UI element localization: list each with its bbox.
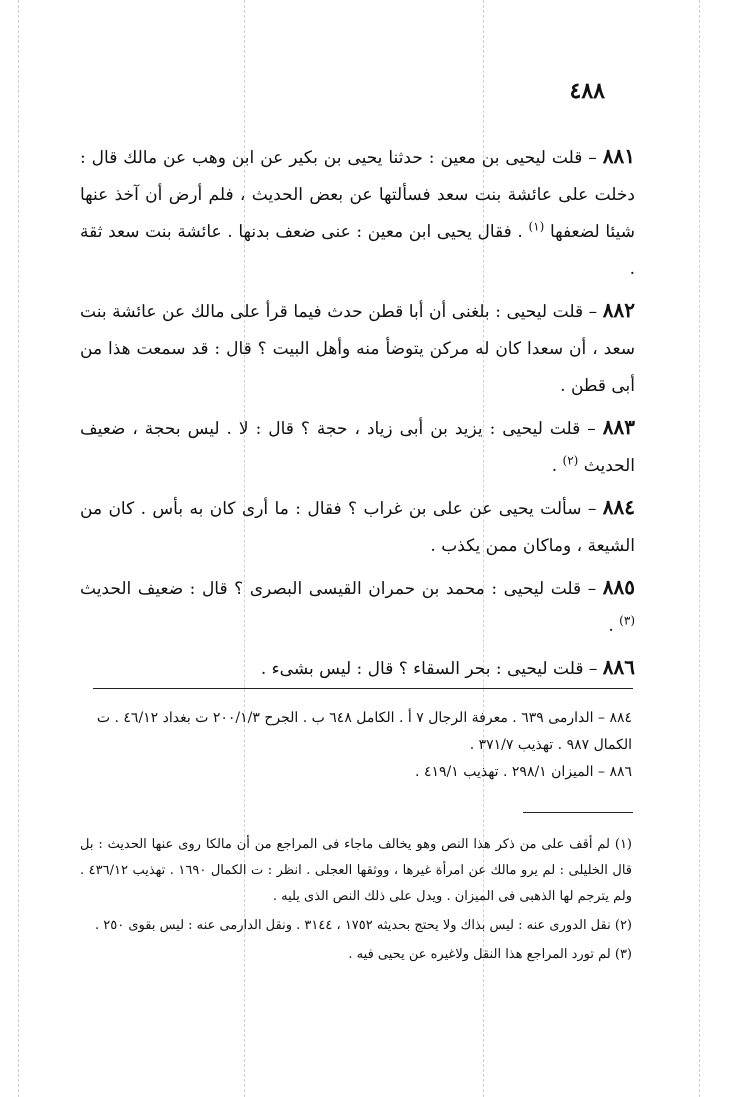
references-divider	[93, 688, 633, 689]
entry-text: – قلت ليحيى : محمد بن حمران القيسى البصرى ؟ قال : ضعيف الحديث	[80, 579, 597, 599]
entry-number: ٨٨٥	[602, 575, 635, 599]
scan-guide-line	[18, 0, 19, 1097]
entry-number: ٨٨٢	[602, 298, 635, 322]
footnote-2: (٢) نقل الدورى عنه : ليس بذاك ولا يحتج بحديثه ١٧٥٢ ، ٣١٤٤ . ونقل الدارمى عنه : ليس بقوى ٢٥٠ .	[95, 918, 632, 933]
entry-number: ٨٨١	[602, 144, 635, 168]
entry-881	[80, 138, 635, 288]
footnotes-block	[80, 832, 632, 971]
footnote-ref[interactable]: (٢)	[562, 453, 579, 468]
entry-text: – سألت يحيى عن على بن غراب ؟ فقال : ما أرى كان به بأس . كان من الشيعة ، وماكان ممن يكذب .	[80, 499, 635, 556]
entry-text: – قلت ليحيى بن معين : حدثنا يحيى بن بكير عن ابن وهب عن مالك قال : دخلت على عائشة بنت سعد فسألتها عن بعض الحديث ، فلم أرض أن آخذ عنها شيئا لضعفها	[80, 148, 636, 242]
entry-number: ٨٨٣	[602, 415, 636, 439]
entry-882	[80, 292, 635, 405]
entry-number: ٨٨٦	[602, 655, 635, 679]
entry-number: ٨٨٤	[602, 495, 635, 519]
footnote-ref[interactable]: (١)	[528, 219, 545, 234]
entry-tail: .	[608, 616, 614, 636]
entry-884	[80, 489, 635, 565]
entry-text: – قلت ليحيى : بحر السقاء ؟ قال : ليس بشىء .	[260, 659, 598, 679]
scan-guide-line	[699, 0, 700, 1097]
footnote-1: (١) لم أقف على من ذكر هذا النص وهو يخالف ماجاء فى المراجع من أن مالكا روى عنها الحديث : بل قال الخليلى : لم يرو مالك عن امرأة غيرها ، ووثقها العجلى . انظر : ت الكمال ١٦٩٠ . تهذيب ٤٣٦/١٢ . ولم يترجم لها الذهبى فى الميزان . ويدل على ذلك النص الذى يليه .	[80, 837, 632, 904]
reference-884: ٨٨٤ – الدارمى ٦٣٩ . معرفة الرجال ٧ أ . الكامل ٦٤٨ ب . الجرح ٢٠٠/١/٣ ت بغداد ٤٦/١٢ . ت الكمال ٩٨٧ . تهذيب ٣٧١/٧ .	[96, 710, 632, 753]
reference-886: ٨٨٦ – الميزان ٢٩٨/١ . تهذيب ٤١٩/١ .	[415, 764, 632, 780]
entry-tail: .	[551, 456, 558, 476]
main-text	[80, 138, 635, 692]
footnote-ref[interactable]: (٣)	[619, 613, 635, 628]
footnotes-divider	[523, 812, 633, 813]
entry-885	[80, 569, 635, 645]
entry-text: – قلت ليحيى : يزيد بن أبى زياد ، حجة ؟ قال : لا . ليس بحجة ، ضعيف الحديث	[80, 419, 635, 476]
references-block	[80, 705, 632, 786]
entry-text: – قلت ليحيى : بلغنى أن أبا قطن حدث فيما قرأ على مالك عن عائشة بنت سعد ، أن سعدا كان له مركن يتوضأ منه وأهل البيت ؟ قال : قد سمعت هذا من أبى قطن .	[80, 302, 635, 396]
entry-tail: . فقال يحيى ابن معين : عنى ضعف بدنها . عائشة بنت سعد ثقة .	[80, 222, 635, 279]
footnote-3: (٣) لم تورد المراجع هذا النقل ولاغيره عن يحيى فيه .	[348, 947, 632, 962]
entry-883	[80, 409, 635, 485]
entry-886	[80, 649, 635, 688]
page-number: ٤٨٨	[569, 78, 605, 104]
